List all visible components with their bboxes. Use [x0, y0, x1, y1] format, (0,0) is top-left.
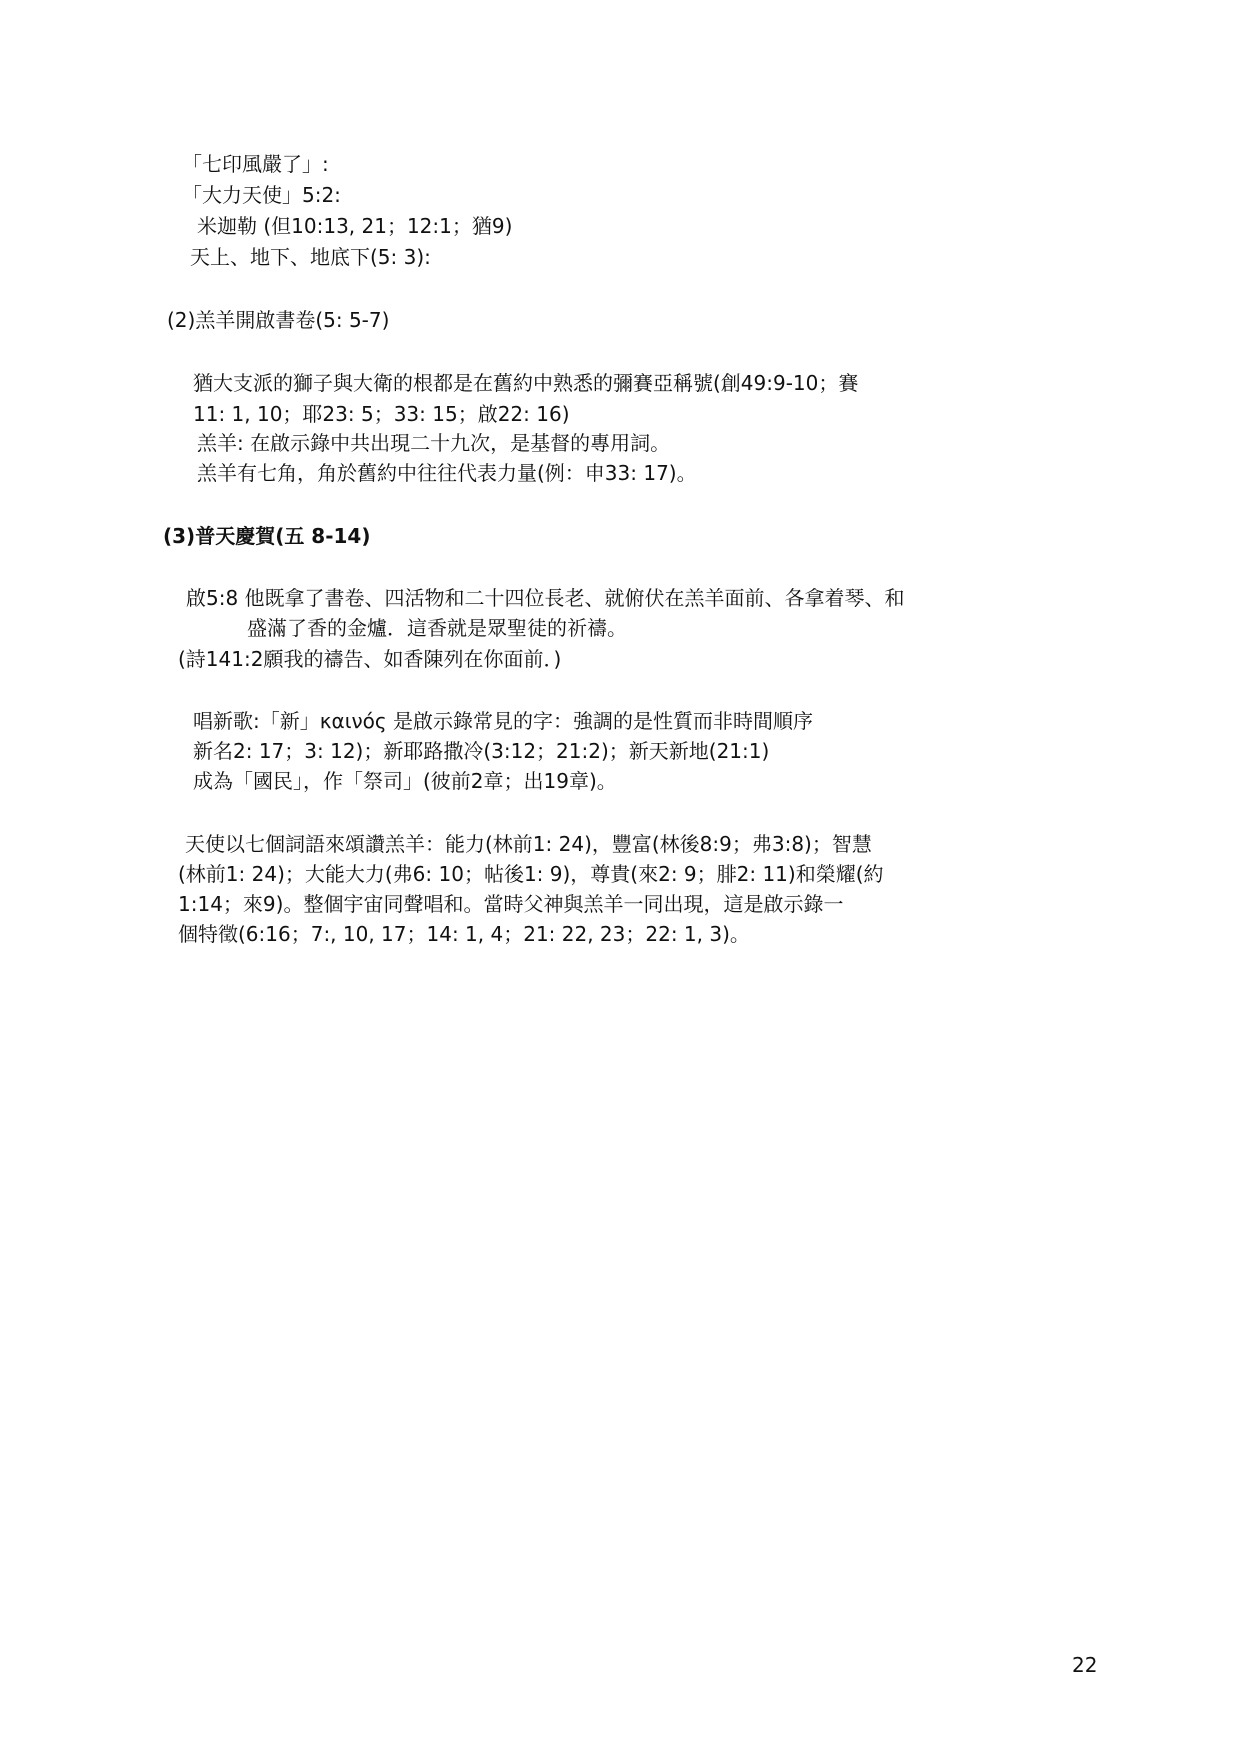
praise-paragraph-line-1: 天使以七個詞語來頌讚羔羊：能力(林前1: 24)，豐富(林後8:9；弗3:8)；智慧 [185, 832, 872, 856]
mighty-angel-line: 「大力天使」5:2: [182, 183, 341, 207]
praise-paragraph-line-4: 個特徵(6:16；7:, 10, 17；14: 1, 4；21: 22, 23；22: 1, 3)。 [178, 922, 750, 946]
section-heading-3: (3)普天慶賀(五 8-14) [163, 524, 371, 548]
psalm-line: (詩141:2願我的禱告、如香陳列在你面前．) [178, 647, 562, 671]
new-song-line-1: 唱新歌:「新」καινός 是啟示錄常見的字：強調的是性質而非時間順序 [193, 709, 813, 733]
seven-horns-line: 羔羊有七角，角於舊約中往往代表力量(例：申33: 17)。 [197, 461, 697, 485]
lamb-line: 羔羊: 在啟示錄中共出現二十九次，是基督的專用詞。 [197, 431, 671, 455]
new-song-line-2: 新名2: 17；3: 12)；新耶路撒冷(3:12；21:2)；新天新地(21:1) [193, 739, 770, 763]
revelation-verse-line-2: 盛滿了香的金爐．這香就是眾聖徒的祈禱。 [247, 616, 627, 640]
section-heading-2: (2)羔羊開啟書卷(5: 5-7) [167, 308, 390, 332]
lion-root-paragraph-line-1: 猶大支派的獅子與大衛的根都是在舊約中熟悉的彌賽亞稱號(創49:9-10；賽 [193, 371, 859, 395]
michael-line: 米迦勒 (但10:13, 21；12:1；猶9) [197, 214, 513, 238]
lion-root-paragraph-line-2: 11: 1, 10；耶23: 5；33: 15；啟22: 16) [193, 402, 570, 426]
praise-paragraph-line-2: (林前1: 24)；大能大力(弗6: 10；帖後1: 9)，尊貴(來2: 9；腓2: 11)和榮耀(約 [178, 862, 884, 886]
heaven-earth-line: 天上、地下、地底下(5: 3): [190, 245, 431, 269]
new-song-line-3: 成為「國民」，作「祭司」(彼前2章；出19章)。 [193, 769, 617, 793]
seal-line: 「七印風嚴了」: [182, 152, 329, 176]
praise-paragraph-line-3: 1:14；來9)。整個宇宙同聲唱和。當時父神與羔羊一同出現，這是啟示錄一 [178, 892, 844, 916]
page-number: 22 [1072, 1653, 1098, 1677]
revelation-verse-line-1: 啟5:8 他既拿了書卷、四活物和二十四位長老、就俯伏在羔羊面前、各拿着琴、和 [186, 586, 905, 610]
